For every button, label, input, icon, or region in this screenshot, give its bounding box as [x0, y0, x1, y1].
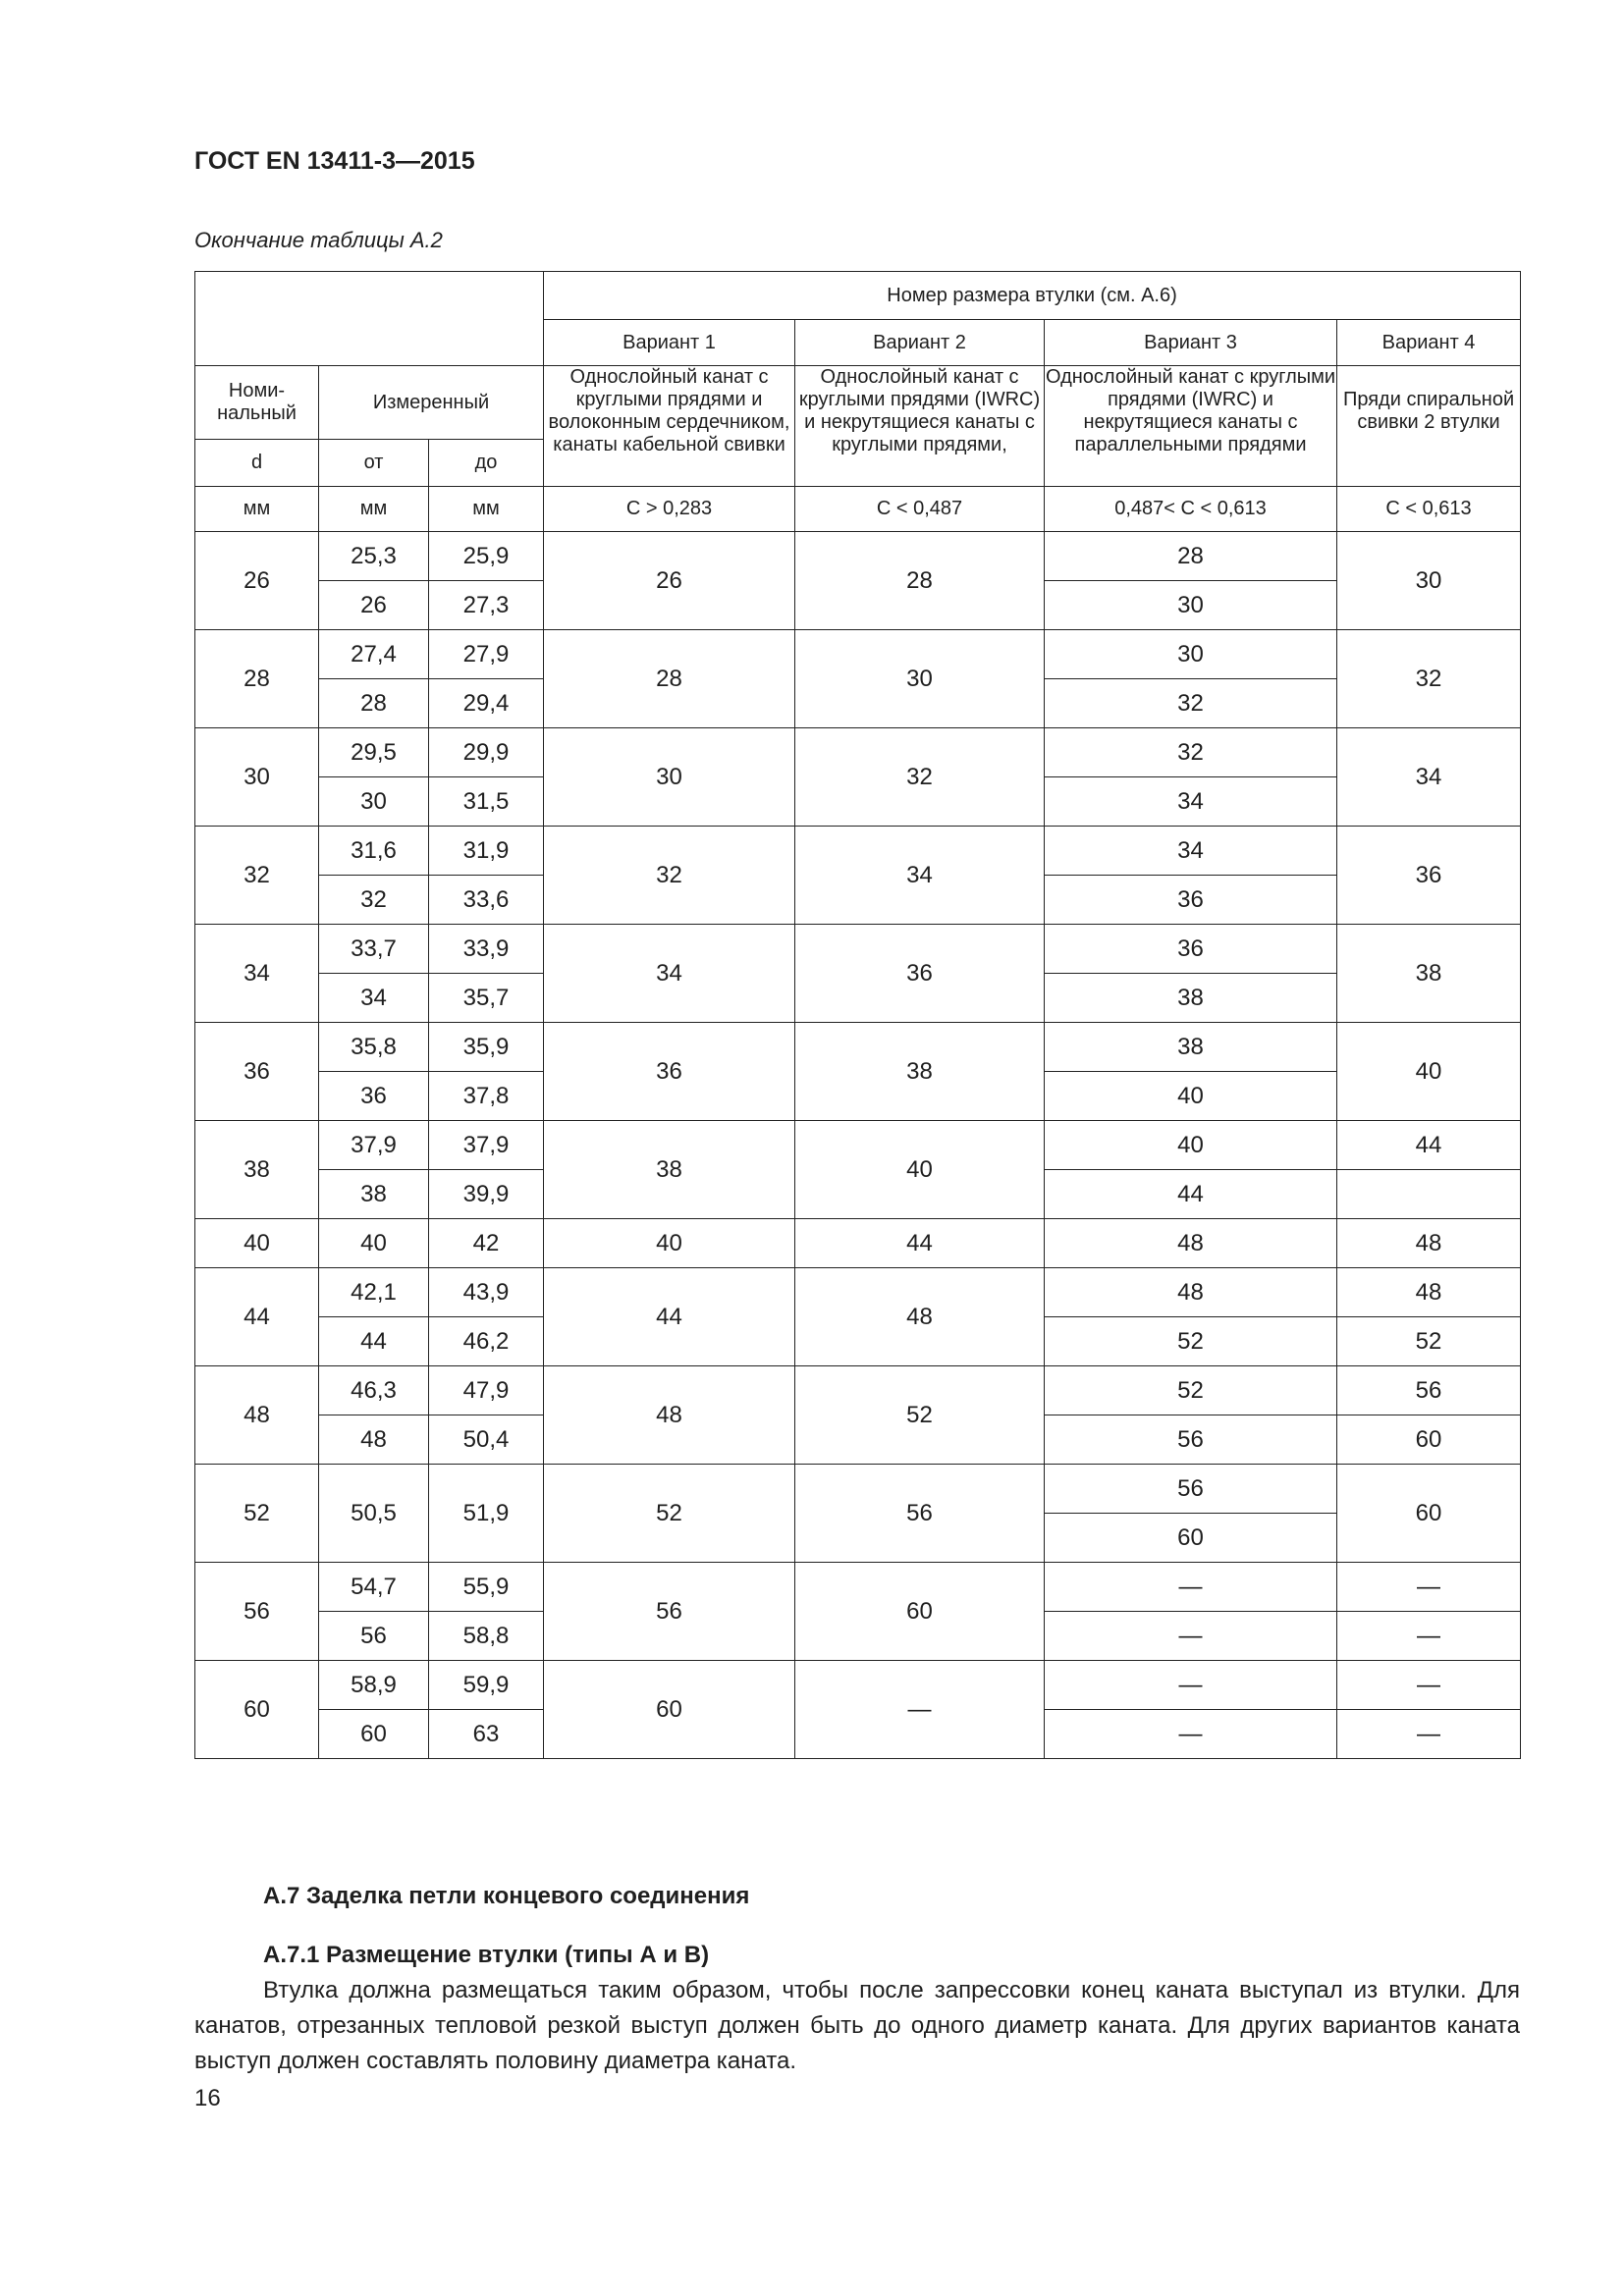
- header-from: от: [319, 440, 429, 487]
- bushing-size-table: [194, 271, 1521, 1759]
- variant-3-cell: 56: [1045, 1465, 1337, 1514]
- condition-variant-4: C < 0,613: [1337, 487, 1521, 532]
- variant-4-cell: 48: [1337, 1219, 1521, 1268]
- nominal-cell: 38: [195, 1121, 319, 1219]
- condition-variant-2: C < 0,487: [795, 487, 1045, 532]
- header-desc-variant-2: [795, 366, 1045, 487]
- variant-4-cell: 52: [1337, 1317, 1521, 1366]
- page-number: 16: [194, 2085, 221, 2111]
- from-cell: 26: [319, 581, 429, 630]
- variant-4-cell: 32: [1337, 630, 1521, 728]
- variant-3-cell: 30: [1045, 630, 1337, 679]
- from-cell: 34: [319, 974, 429, 1023]
- variant-3-cell: 28: [1045, 532, 1337, 581]
- variant-1-cell: 60: [544, 1661, 795, 1759]
- variant-4-cell: [1337, 1170, 1521, 1219]
- variant-3-cell: 48: [1045, 1268, 1337, 1317]
- header-desc-variant-1: [544, 366, 795, 487]
- variant-3-cell: 56: [1045, 1415, 1337, 1465]
- from-cell: 42,1: [319, 1268, 429, 1317]
- variant-2-cell: 52: [795, 1366, 1045, 1465]
- variant-3-cell: 32: [1045, 728, 1337, 777]
- to-cell: 27,3: [429, 581, 544, 630]
- to-cell: 63: [429, 1710, 544, 1759]
- variant-3-cell: 36: [1045, 876, 1337, 925]
- to-cell: 29,9: [429, 728, 544, 777]
- variant-1-cell: 32: [544, 827, 795, 925]
- to-cell: 31,5: [429, 777, 544, 827]
- nominal-cell: 30: [195, 728, 319, 827]
- variant-4-cell: 48: [1337, 1268, 1521, 1317]
- header-nominal: Номи-нальный: [195, 366, 319, 440]
- to-cell: 37,8: [429, 1072, 544, 1121]
- nominal-cell: 26: [195, 532, 319, 630]
- variant-3-cell: —: [1045, 1612, 1337, 1661]
- to-cell: 29,4: [429, 679, 544, 728]
- variant-3-cell: 30: [1045, 581, 1337, 630]
- nominal-cell: 34: [195, 925, 319, 1023]
- from-cell: 31,6: [319, 827, 429, 876]
- variant-3-cell: 52: [1045, 1317, 1337, 1366]
- from-cell: 28: [319, 679, 429, 728]
- variant-3-cell: 34: [1045, 777, 1337, 827]
- header-variant-4: Вариант 4: [1337, 320, 1521, 366]
- table-continuation-caption: Окончание таблицы А.2: [194, 228, 443, 252]
- variant-2-cell: 28: [795, 532, 1045, 630]
- to-cell: 51,9: [429, 1465, 544, 1563]
- variant-1-cell: 38: [544, 1121, 795, 1219]
- from-cell: 25,3: [319, 532, 429, 581]
- from-cell: 60: [319, 1710, 429, 1759]
- variant-4-cell: 40: [1337, 1023, 1521, 1121]
- from-cell: 37,9: [319, 1121, 429, 1170]
- to-cell: 33,6: [429, 876, 544, 925]
- variant-1-cell: 56: [544, 1563, 795, 1661]
- variant-4-cell: 60: [1337, 1415, 1521, 1465]
- nominal-cell: 56: [195, 1563, 319, 1661]
- desc-text: Пряди спиральной свивки 2 втулки: [1342, 389, 1515, 433]
- variant-4-cell: 30: [1337, 532, 1521, 630]
- from-cell: 58,9: [319, 1661, 429, 1710]
- variant-3-cell: —: [1045, 1563, 1337, 1612]
- header-variant-1: Вариант 1: [544, 320, 795, 366]
- variant-2-cell: 40: [795, 1121, 1045, 1219]
- from-cell: 27,4: [319, 630, 429, 679]
- variant-2-cell: 32: [795, 728, 1045, 827]
- to-cell: 55,9: [429, 1563, 544, 1612]
- document-title: ГОСТ EN 13411-3—2015: [194, 147, 475, 175]
- header-group-label: Номер размера втулки (см. А.6): [544, 272, 1521, 320]
- unit-to: мм: [429, 487, 544, 532]
- from-cell: 48: [319, 1415, 429, 1465]
- section-heading-a71: А.7.1 Размещение втулки (типы А и В): [263, 1942, 710, 1968]
- variant-1-cell: 48: [544, 1366, 795, 1465]
- header-desc-variant-3: [1045, 366, 1337, 487]
- variant-3-cell: 32: [1045, 679, 1337, 728]
- nominal-cell: 32: [195, 827, 319, 925]
- nominal-cell: 40: [195, 1219, 319, 1268]
- to-cell: 25,9: [429, 532, 544, 581]
- to-cell: 46,2: [429, 1317, 544, 1366]
- to-cell: 37,9: [429, 1121, 544, 1170]
- from-cell: 33,7: [319, 925, 429, 974]
- variant-1-cell: 44: [544, 1268, 795, 1366]
- header-d: d: [195, 440, 319, 487]
- condition-variant-1: C > 0,283: [544, 487, 795, 532]
- header-to: до: [429, 440, 544, 487]
- variant-4-cell: —: [1337, 1612, 1521, 1661]
- desc-text: Однослойный канат с круглыми прядями (IWRC) и некрутящиеся канаты с параллельными прядями: [1045, 366, 1336, 455]
- variant-2-cell: —: [795, 1661, 1045, 1759]
- variant-3-cell: 44: [1045, 1170, 1337, 1219]
- nominal-cell: 60: [195, 1661, 319, 1759]
- nominal-cell: 36: [195, 1023, 319, 1121]
- from-cell: 32: [319, 876, 429, 925]
- from-cell: 36: [319, 1072, 429, 1121]
- unit-from: мм: [319, 487, 429, 532]
- nominal-cell: 48: [195, 1366, 319, 1465]
- variant-4-cell: 44: [1337, 1121, 1521, 1170]
- variant-4-cell: —: [1337, 1661, 1521, 1710]
- to-cell: 58,8: [429, 1612, 544, 1661]
- variant-3-cell: 40: [1045, 1072, 1337, 1121]
- section-heading-a7: А.7 Заделка петли концевого соединения: [263, 1883, 750, 1909]
- variant-1-cell: 52: [544, 1465, 795, 1563]
- from-cell: 54,7: [319, 1563, 429, 1612]
- from-cell: 38: [319, 1170, 429, 1219]
- variant-2-cell: 44: [795, 1219, 1045, 1268]
- to-cell: 50,4: [429, 1415, 544, 1465]
- variant-1-cell: 36: [544, 1023, 795, 1121]
- header-desc-variant-4: [1337, 366, 1521, 487]
- header-variant-3: Вариант 3: [1045, 320, 1337, 366]
- variant-3-cell: 38: [1045, 974, 1337, 1023]
- variant-3-cell: 60: [1045, 1514, 1337, 1563]
- variant-1-cell: 34: [544, 925, 795, 1023]
- variant-1-cell: 28: [544, 630, 795, 728]
- from-cell: 30: [319, 777, 429, 827]
- variant-1-cell: 30: [544, 728, 795, 827]
- variant-4-cell: 38: [1337, 925, 1521, 1023]
- variant-3-cell: 34: [1045, 827, 1337, 876]
- to-cell: 33,9: [429, 925, 544, 974]
- nominal-cell: 28: [195, 630, 319, 728]
- from-cell: 35,8: [319, 1023, 429, 1072]
- variant-3-cell: 40: [1045, 1121, 1337, 1170]
- to-cell: 59,9: [429, 1661, 544, 1710]
- nominal-cell: 44: [195, 1268, 319, 1366]
- body-paragraph: [194, 1973, 1520, 2079]
- variant-2-cell: 34: [795, 827, 1045, 925]
- from-cell: 29,5: [319, 728, 429, 777]
- to-cell: 27,9: [429, 630, 544, 679]
- variant-3-cell: 36: [1045, 925, 1337, 974]
- variant-2-cell: 60: [795, 1563, 1045, 1661]
- variant-4-cell: 56: [1337, 1366, 1521, 1415]
- header-empty-cell: [195, 272, 544, 366]
- variant-3-cell: 38: [1045, 1023, 1337, 1072]
- variant-2-cell: 36: [795, 925, 1045, 1023]
- to-cell: 35,7: [429, 974, 544, 1023]
- variant-2-cell: 30: [795, 630, 1045, 728]
- variant-4-cell: 60: [1337, 1465, 1521, 1563]
- variant-3-cell: —: [1045, 1661, 1337, 1710]
- unit-nominal: мм: [195, 487, 319, 532]
- variant-2-cell: 38: [795, 1023, 1045, 1121]
- variant-2-cell: 48: [795, 1268, 1045, 1366]
- variant-4-cell: 36: [1337, 827, 1521, 925]
- to-cell: 42: [429, 1219, 544, 1268]
- to-cell: 39,9: [429, 1170, 544, 1219]
- to-cell: 43,9: [429, 1268, 544, 1317]
- from-cell: 50,5: [319, 1465, 429, 1563]
- variant-3-cell: 48: [1045, 1219, 1337, 1268]
- variant-1-cell: 40: [544, 1219, 795, 1268]
- variant-3-cell: 52: [1045, 1366, 1337, 1415]
- variant-1-cell: 26: [544, 532, 795, 630]
- from-cell: 56: [319, 1612, 429, 1661]
- variant-2-cell: 56: [795, 1465, 1045, 1563]
- variant-4-cell: —: [1337, 1710, 1521, 1759]
- variant-4-cell: 34: [1337, 728, 1521, 827]
- desc-text: Однослойный канат с круглыми прядями (IWRC) и некрутящиеся канаты с круглыми прядями,: [798, 366, 1041, 455]
- header-measured: Измеренный: [319, 366, 544, 440]
- desc-text: Однослойный канат с круглыми прядями и волоконным сердечником, канаты кабельной свивки: [548, 366, 790, 455]
- variant-4-cell: —: [1337, 1563, 1521, 1612]
- to-cell: 31,9: [429, 827, 544, 876]
- paragraph-text: Втулка должна размещаться таким образом, чтобы после запрессовки конец каната выступал из втулки. Для канатов, отрезанных тепловой резкой выступ должен быть до одного диаметр каната. Для других вариантов каната выступ должен составлять половину диаметра каната.: [194, 1977, 1520, 2074]
- from-cell: 40: [319, 1219, 429, 1268]
- from-cell: 46,3: [319, 1366, 429, 1415]
- condition-variant-3: 0,487< C < 0,613: [1045, 487, 1337, 532]
- header-variant-2: Вариант 2: [795, 320, 1045, 366]
- to-cell: 47,9: [429, 1366, 544, 1415]
- to-cell: 35,9: [429, 1023, 544, 1072]
- variant-3-cell: —: [1045, 1710, 1337, 1759]
- nominal-cell: 52: [195, 1465, 319, 1563]
- from-cell: 44: [319, 1317, 429, 1366]
